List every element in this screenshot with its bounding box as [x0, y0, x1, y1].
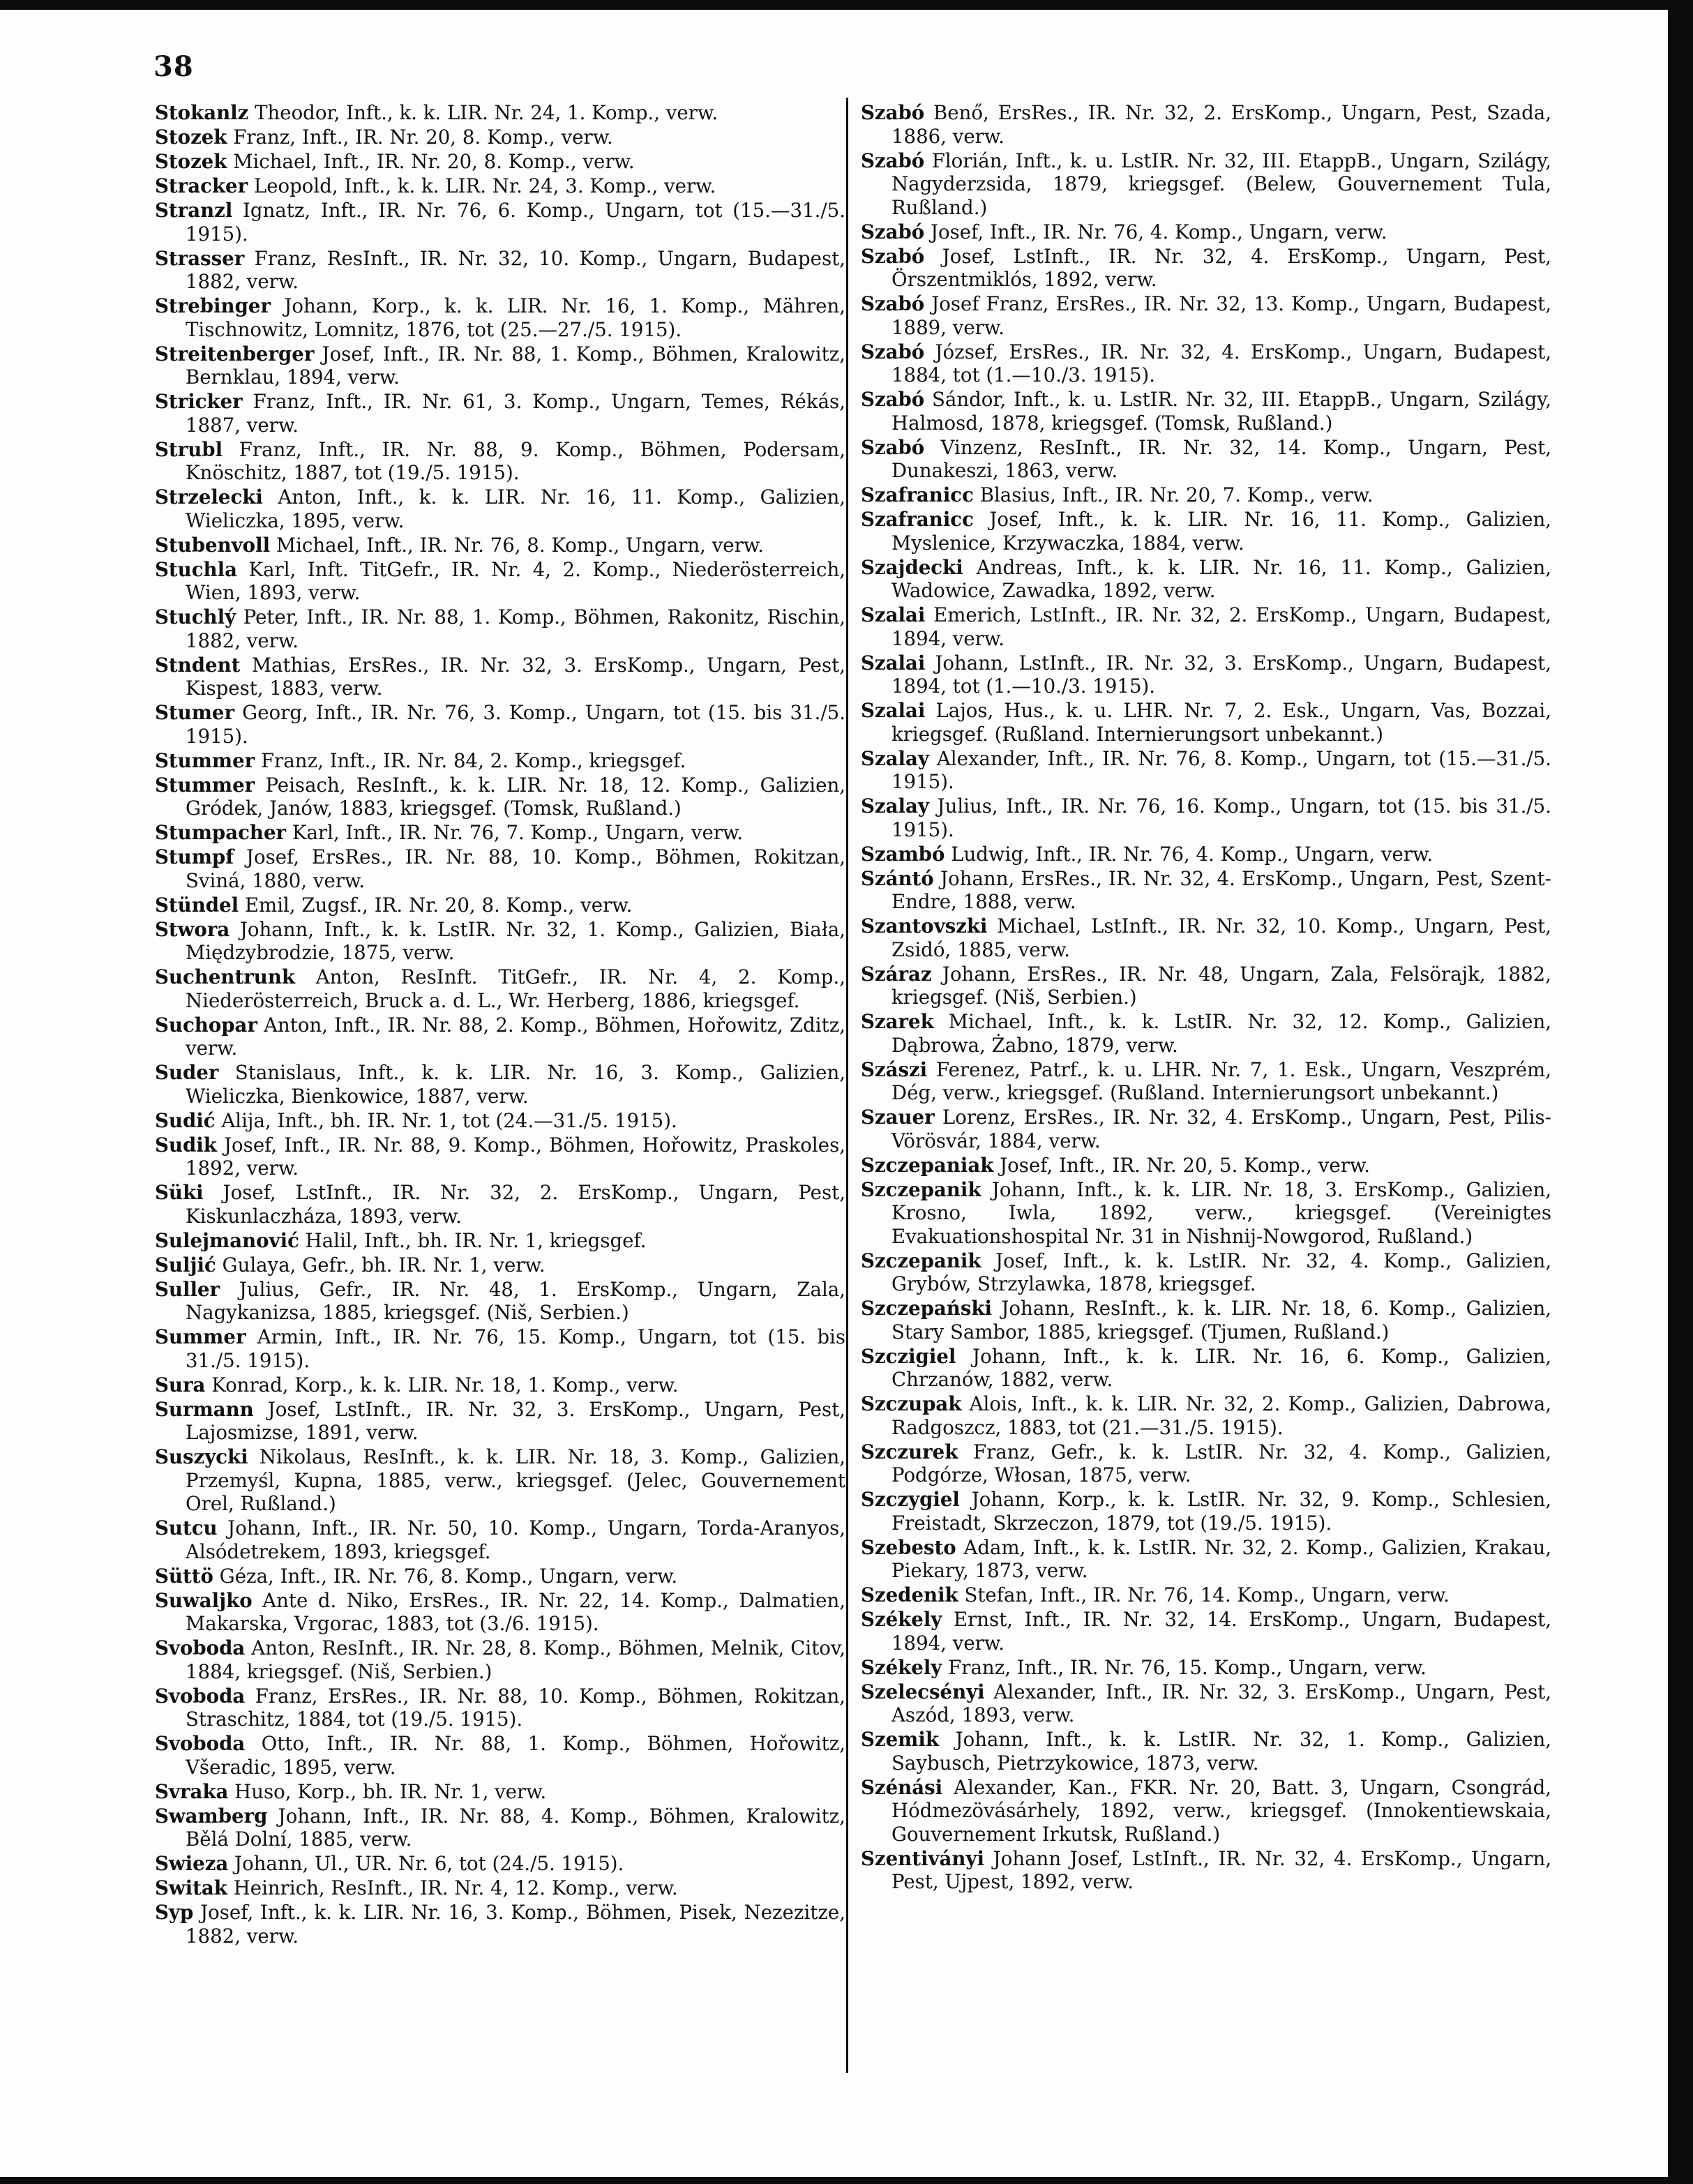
entry-surname: Szalay — [861, 794, 929, 818]
entry-surname: Svraka — [155, 1779, 229, 1803]
entry-surname: Stündel — [155, 893, 239, 917]
entry-details: Josef, ErsRes., IR. Nr. 88, 10. Komp., Böhmen, Rokitzan, Sviná, 1880, verw. — [186, 845, 845, 892]
entry-surname: Süttö — [155, 1564, 213, 1588]
entry-surname: Svoboda — [155, 1636, 246, 1659]
entry-details: Nikolaus, ResInft., k. k. LIR. Nr. 18, 3. Komp., Galizien, Przemyśl, Kupna, 1885, verw., kriegsgef. (Jelec, Gouvernement Orel, Rußland.) — [186, 1445, 845, 1515]
list-entry — [861, 699, 1551, 746]
entry-surname: Suljić — [155, 1253, 216, 1276]
entry-details: Johann, Inft., k. k. LstIR. Nr. 32, 1. Komp., Galizien, Saybusch, Pietrzykowice, 1873, verw. — [891, 1728, 1551, 1775]
entry-details: Stanislaus, Inft., k. k. LIR. Nr. 16, 3. Komp., Galizien, Wieliczka, Bienkowice, 1887, verw. — [186, 1061, 845, 1108]
list-entry — [861, 556, 1551, 603]
entry-surname: Suchentrunk — [155, 965, 295, 988]
list-entry — [861, 292, 1551, 339]
entry-surname: Stuchlý — [155, 605, 236, 628]
list-entry — [155, 174, 845, 198]
entry-details: Alexander, Inft., IR. Nr. 76, 8. Komp., Ungarn, tot (15.—31./5. 1915). — [891, 746, 1551, 793]
entry-surname: Székely — [861, 1655, 942, 1679]
entry-details: Julius, Gefr., IR. Nr. 48, 1. ErsKomp., Ungarn, Zala, Nagykanizsa, 1885, kriegsgef. (Niš, Serbien.) — [186, 1277, 845, 1324]
entry-details: Johann Josef, LstInft., IR. Nr. 32, 4. ErsKomp., Ungarn, Pest, Ujpest, 1892, verw. — [891, 1846, 1551, 1893]
list-entry — [155, 1181, 845, 1228]
entry-surname: Szalai — [861, 603, 926, 626]
list-entry — [155, 247, 845, 294]
entry-surname: Szabó — [861, 101, 925, 124]
list-entry — [861, 1536, 1551, 1583]
entry-details: Michael, LstInft., IR. Nr. 32, 10. Komp., Ungarn, Pest, Zsidó, 1885, verw. — [891, 914, 1551, 961]
list-entry — [861, 388, 1551, 435]
list-entry — [861, 1440, 1551, 1487]
entry-details: Mathias, ErsRes., IR. Nr. 32, 3. ErsKomp., Ungarn, Pest, Kispest, 1883, verw. — [186, 653, 845, 700]
list-entry — [861, 747, 1551, 794]
list-entry — [155, 749, 845, 773]
entry-surname: Szalai — [861, 651, 926, 675]
list-entry — [155, 918, 845, 965]
entry-details: Josef, Inft., k. k. LIR. Nr. 16, 3. Komp., Böhmen, Pisek, Nezezitze, 1882, verw. — [186, 1901, 845, 1948]
list-entry — [155, 342, 845, 389]
list-entry — [155, 1589, 845, 1636]
entry-details: Franz, Inft., IR. Nr. 76, 15. Komp., Ungarn, verw. — [942, 1655, 1427, 1679]
entry-surname: Szabó — [861, 340, 925, 363]
list-entry — [861, 1058, 1551, 1105]
entry-surname: Svoboda — [155, 1732, 246, 1755]
entry-surname: Summer — [155, 1325, 246, 1348]
entry-details: Anton, ResInft. TitGefr., IR. Nr. 4, 2. Komp., Niederösterreich, Bruck a. d. L., Wr. Herberg, 1886, kriegsgef. — [186, 965, 845, 1012]
entry-details: Franz, Gefr., k. k. LstIR. Nr. 32, 4. Komp., Galizien, Podgórze, Włosan, 1875, verw. — [891, 1440, 1551, 1486]
list-entry — [155, 1780, 845, 1804]
list-entry — [861, 1345, 1551, 1392]
list-entry — [155, 1732, 845, 1779]
list-entry — [155, 965, 845, 1012]
list-entry — [861, 1776, 1551, 1846]
entry-details: Johann, Inft., k. k. LstIR. Nr. 32, 1. Komp., Galizien, Biała, Międzybrodzie, 1875, verw. — [186, 917, 845, 964]
entry-details: Huso, Korp., bh. IR. Nr. 1, verw. — [228, 1779, 547, 1803]
list-entry — [155, 438, 845, 485]
list-entry — [861, 1583, 1551, 1607]
list-entry — [861, 1847, 1551, 1894]
entry-details: Michael, Inft., k. k. LstIR. Nr. 32, 12. Komp., Galizien, Dąbrowa, Żabno, 1879, verw. — [891, 1010, 1551, 1057]
entry-surname: Szabó — [861, 435, 925, 459]
entry-details: Johann, Korp., k. k. LIR. Nr. 16, 1. Komp., Mähren, Tischnowitz, Lomnitz, 1876, tot (25.—27./5. 1915). — [186, 294, 845, 341]
entry-surname: Suwaljko — [155, 1588, 253, 1612]
list-entry — [155, 1685, 845, 1731]
list-entry — [861, 483, 1551, 507]
entry-details: Andreas, Inft., k. k. LIR. Nr. 16, 11. Komp., Galizien, Wadowice, Zawadka, 1892, verw. — [891, 555, 1551, 602]
entry-details: Johann, ErsRes., IR. Nr. 48, Ungarn, Zala, Felsörajk, 1882, kriegsgef. (Niš, Serbien.) — [891, 962, 1551, 1009]
list-entry — [155, 845, 845, 892]
scan-border-bottom — [0, 2177, 1693, 2184]
list-entry — [861, 436, 1551, 483]
entry-details: Josef, LstInft., IR. Nr. 32, 2. ErsKomp., Ungarn, Pest, Kiskunlaczháza, 1893, verw. — [186, 1181, 845, 1228]
left-column — [155, 101, 845, 1949]
list-entry — [155, 534, 845, 557]
list-entry — [861, 843, 1551, 866]
entry-surname: Stranzl — [155, 199, 233, 222]
entry-details: Benő, ErsRes., IR. Nr. 32, 2. ErsKomp., Ungarn, Pest, Szada, 1886, verw. — [891, 101, 1551, 148]
list-entry — [861, 867, 1551, 914]
list-entry — [155, 150, 845, 174]
entry-details: Johann, Inft., IR. Nr. 50, 10. Komp., Ungarn, Torda-Aranyos, Alsódetrekem, 1893, kriegsgef. — [186, 1516, 845, 1563]
entry-surname: Surmann — [155, 1397, 254, 1421]
entry-surname: Szczepański — [861, 1297, 992, 1320]
list-entry — [861, 1488, 1551, 1535]
entry-details: Johann, Korp., k. k. LstIR. Nr. 32, 9. Komp., Schlesien, Freistadt, Skrzeczon, 1879, tot (19./5. 1915). — [891, 1488, 1551, 1535]
list-entry — [155, 1061, 845, 1108]
list-entry — [155, 1109, 845, 1133]
entry-surname: Stwora — [155, 917, 230, 941]
entry-surname: Suder — [155, 1061, 219, 1084]
entry-surname: Stummer — [155, 748, 255, 772]
column-divider — [846, 98, 848, 2073]
list-entry — [155, 1516, 845, 1563]
entry-details: Franz, Inft., IR. Nr. 84, 2. Komp., kriegsgef. — [255, 748, 686, 772]
entry-details: Anton, Inft., IR. Nr. 88, 2. Komp., Böhmen, Hořowitz, Zditz, verw. — [186, 1013, 845, 1060]
list-entry — [155, 1325, 845, 1372]
list-entry — [861, 1154, 1551, 1177]
list-entry — [861, 1010, 1551, 1057]
entry-details: Josef, Inft., IR. Nr. 20, 5. Komp., verw. — [993, 1153, 1371, 1177]
entry-surname: Svoboda — [155, 1684, 246, 1708]
entry-surname: Szczepaniak — [861, 1153, 994, 1177]
list-entry — [861, 220, 1551, 244]
entry-details: Alexander, Kan., FKR. Nr. 20, Batt. 3, Ungarn, Csongrád, Hódmezövásárhely, 1892, verw., kriegsgef. (Innokentiewskaia, Gouvernement Irkutsk, Rußland.) — [891, 1775, 1551, 1846]
list-entry — [861, 340, 1551, 387]
list-entry — [861, 652, 1551, 698]
entry-surname: Strebinger — [155, 294, 271, 317]
list-entry — [861, 794, 1551, 841]
list-entry — [155, 1876, 845, 1900]
entry-details: Franz, Inft., IR. Nr. 61, 3. Komp., Ungarn, Temes, Rékás, 1887, verw. — [186, 390, 845, 437]
entry-details: Heinrich, ResInft., IR. Nr. 4, 12. Komp., verw. — [227, 1876, 678, 1899]
entry-details: Johann, ErsRes., IR. Nr. 32, 4. ErsKomp., Ungarn, Pest, Szent-Endre, 1888, verw. — [891, 866, 1551, 913]
list-entry — [155, 654, 845, 700]
entry-details: Adam, Inft., k. k. LstIR. Nr. 32, 2. Komp., Galizien, Krakau, Piekary, 1873, verw. — [891, 1535, 1551, 1582]
entry-surname: Szebesto — [861, 1535, 956, 1559]
entry-surname: Strzelecki — [155, 485, 263, 509]
entry-surname: Szczigiel — [861, 1344, 956, 1368]
entry-details: Ernst, Inft., IR. Nr. 32, 14. ErsKomp., Ungarn, Budapest, 1894, verw. — [891, 1608, 1551, 1655]
list-entry — [861, 1656, 1551, 1680]
entry-surname: Szczygiel — [861, 1488, 960, 1511]
entry-surname: Suller — [155, 1277, 220, 1301]
entry-surname: Szalay — [861, 746, 929, 770]
entry-surname: Szabó — [861, 292, 925, 315]
entry-details: Alexander, Inft., IR. Nr. 32, 3. ErsKomp., Ungarn, Pest, Aszód, 1893, verw. — [891, 1680, 1551, 1726]
entry-details: Franz, ErsRes., IR. Nr. 88, 10. Komp., Böhmen, Rokitzan, Straschitz, 1884, tot (19./5. 1915). — [186, 1684, 845, 1731]
list-entry — [155, 294, 845, 341]
entry-details: Josef, Inft., IR. Nr. 88, 1. Komp., Böhmen, Kralowitz, Bernklau, 1894, verw. — [186, 342, 845, 389]
entry-details: Alois, Inft., k. k. LIR. Nr. 32, 2. Komp., Galizien, Dabrowa, Radgoszcz, 1883, tot (21.—31./5. 1915). — [891, 1392, 1551, 1439]
list-entry — [861, 508, 1551, 555]
entry-surname: Szajdecki — [861, 555, 963, 579]
list-entry — [861, 1297, 1551, 1343]
entry-surname: Stubenvoll — [155, 533, 271, 557]
scan-border-top — [0, 0, 1693, 10]
list-entry — [861, 1608, 1551, 1655]
entry-details: Lajos, Hus., k. u. LHR. Nr. 7, 2. Esk., Ungarn, Vas, Bozzai, kriegsgef. (Rußland. Internierungsort unbekannt.) — [891, 699, 1551, 746]
entry-details: Géza, Inft., IR. Nr. 76, 8. Komp., Ungarn, verw. — [213, 1564, 678, 1588]
entry-details: Josef, Inft., IR. Nr. 88, 9. Komp., Böhmen, Hořowitz, Praskoles, 1892, verw. — [186, 1133, 845, 1180]
entry-details: Franz, Inft., IR. Nr. 20, 8. Komp., verw. — [227, 126, 613, 149]
entry-surname: Süki — [155, 1181, 204, 1204]
entry-surname: Szczepanik — [861, 1177, 981, 1201]
entry-surname: Szczupak — [861, 1392, 962, 1415]
list-entry — [861, 914, 1551, 961]
entry-surname: Száraz — [861, 962, 932, 986]
entry-details: Gulaya, Gefr., bh. IR. Nr. 1, verw. — [216, 1253, 545, 1276]
entry-surname: Szambó — [861, 842, 945, 866]
list-entry — [155, 1229, 845, 1253]
list-entry — [155, 1253, 845, 1277]
entry-surname: Szczepanik — [861, 1249, 981, 1272]
entry-details: Leopold, Inft., k. k. LIR. Nr. 24, 3. Komp., verw. — [248, 174, 716, 197]
entry-surname: Szelecsényi — [861, 1680, 985, 1703]
entry-surname: Switak — [155, 1876, 227, 1899]
entry-details: Josef, Inft., k. k. LstIR. Nr. 32, 4. Komp., Galizien, Grybów, Strzylawka, 1878, kriegsgef. — [891, 1249, 1551, 1295]
entry-details: Vinzenz, ResInft., IR. Nr. 32, 14. Komp., Ungarn, Pest, Dunakeszi, 1863, verw. — [891, 435, 1551, 482]
right-column — [861, 101, 1551, 1895]
entry-details: Josef, LstInft., IR. Nr. 32, 3. ErsKomp., Ungarn, Pest, Lajosmizse, 1891, verw. — [186, 1397, 845, 1444]
entry-surname: Szemik — [861, 1728, 939, 1751]
entry-surname: Szabó — [861, 388, 925, 411]
list-entry — [155, 199, 845, 246]
list-entry — [155, 1636, 845, 1683]
entry-details: Emil, Zugsf., IR. Nr. 20, 8. Komp., verw. — [239, 893, 633, 917]
list-entry — [155, 821, 845, 845]
list-entry — [155, 1852, 845, 1876]
entry-surname: Szénási — [861, 1775, 943, 1799]
entry-surname: Szarek — [861, 1010, 934, 1033]
entry-details: Peisach, ResInft., k. k. LIR. Nr. 18, 12. Komp., Galizien, Gródek, Janów, 1883, kriegsgef. (Tomsk, Rußland.) — [186, 773, 845, 820]
entry-details: Michael, Inft., IR. Nr. 20, 8. Komp., verw. — [227, 150, 635, 173]
list-entry — [155, 1805, 845, 1851]
entry-surname: Streitenberger — [155, 342, 315, 366]
entry-details: Theodor, Inft., k. k. LIR. Nr. 24, 1. Komp., verw. — [248, 101, 718, 124]
entry-details: Josef, Inft., k. k. LIR. Nr. 16, 11. Komp., Galizien, Myslenice, Krzywaczka, 1884, verw. — [891, 508, 1551, 555]
entry-details: Johann, LstInft., IR. Nr. 32, 3. ErsKomp., Ungarn, Budapest, 1894, tot (1.—10./3. 1915). — [891, 651, 1551, 698]
entry-surname: Szafranicc — [861, 483, 974, 506]
entry-surname: Szafranicc — [861, 508, 974, 531]
entry-details: Josef, LstInft., IR. Nr. 32, 4. ErsKomp., Ungarn, Pest, Örszentmiklós, 1892, verw. — [891, 244, 1551, 291]
entry-surname: Szabó — [861, 149, 925, 172]
entry-surname: Stumpacher — [155, 821, 287, 844]
list-entry — [155, 1373, 845, 1397]
list-entry — [155, 894, 845, 917]
entry-details: Johann, Inft., k. k. LIR. Nr. 18, 3. ErsKomp., Galizien, Krosno, Iwla, 1892, verw., kriegsgef. (Vereinigtes Evakuationshospital Nr. 31 in Nishnij-Nowgorod, Rußland.) — [891, 1177, 1551, 1248]
entry-details: Florián, Inft., k. u. LstIR. Nr. 32, III. EtappB., Ungarn, Szilágy, Nagyderzsida, 1879, kriegsgef. (Belew, Gouvernement Tula, Rußland.) — [891, 149, 1551, 219]
entry-details: Stefan, Inft., IR. Nr. 76, 14. Komp., Ungarn, verw. — [958, 1583, 1450, 1606]
list-entry — [155, 1565, 845, 1588]
entry-details: Halil, Inft., bh. IR. Nr. 1, kriegsgef. — [299, 1228, 647, 1252]
list-entry — [861, 101, 1551, 148]
entry-details: Peter, Inft., IR. Nr. 88, 1. Komp., Böhmen, Rakonitz, Rischin, 1882, verw. — [186, 605, 845, 652]
entry-details: Johann, Inft., IR. Nr. 88, 4. Komp., Böhmen, Kralowitz, Bělá Dolní, 1885, verw. — [186, 1804, 845, 1851]
entry-surname: Szantovszki — [861, 914, 988, 937]
entry-surname: Szedenik — [861, 1583, 958, 1606]
entry-surname: Szalai — [861, 699, 926, 722]
entry-surname: Sutcu — [155, 1516, 218, 1539]
entry-surname: Stumpf — [155, 845, 234, 868]
entry-surname: Székely — [861, 1608, 942, 1631]
entry-details: Ferenez, Patrf., k. u. LHR. Nr. 7, 1. Esk., Ungarn, Veszprém, Dég, verw., kriegsgef. (Rußland. Internierungsort unbekannt.) — [891, 1057, 1551, 1104]
entry-surname: Stozek — [155, 126, 227, 149]
entry-details: Karl, Inft., IR. Nr. 76, 7. Komp., Ungarn, verw. — [286, 821, 744, 844]
entry-surname: Sura — [155, 1373, 206, 1396]
entry-details: Julius, Inft., IR. Nr. 76, 16. Komp., Ungarn, tot (15. bis 31./5. 1915). — [891, 794, 1551, 841]
list-entry — [155, 390, 845, 437]
entry-surname: Strubl — [155, 437, 223, 461]
entry-details: Michael, Inft., IR. Nr. 76, 8. Komp., Ungarn, verw. — [270, 533, 764, 557]
list-entry — [155, 1134, 845, 1180]
entry-surname: Stozek — [155, 150, 227, 173]
entry-surname: Suszycki — [155, 1445, 248, 1468]
entry-surname: Stuchla — [155, 557, 237, 581]
list-entry — [861, 1680, 1551, 1727]
list-entry — [155, 1398, 845, 1445]
entry-details: Josef Franz, ErsRes., IR. Nr. 32, 13. Komp., Ungarn, Budapest, 1889, verw. — [891, 292, 1551, 339]
entry-details: Blasius, Inft., IR. Nr. 20, 7. Komp., verw. — [973, 483, 1374, 506]
entry-surname: Szabó — [861, 220, 925, 243]
list-entry — [155, 1014, 845, 1060]
list-entry — [861, 603, 1551, 650]
entry-details: Otto, Inft., IR. Nr. 88, 1. Komp., Böhmen, Hořowitz, Všeradic, 1895, verw. — [186, 1732, 845, 1779]
list-entry — [861, 1106, 1551, 1152]
entry-surname: Stokanlz — [155, 101, 249, 124]
list-entry — [155, 605, 845, 652]
entry-surname: Swieza — [155, 1852, 229, 1875]
entry-details: Lorenz, ErsRes., IR. Nr. 32, 4. ErsKomp., Ungarn, Pest, Pilis-Vörösvár, 1884, verw. — [891, 1106, 1551, 1152]
scan-border-right — [1668, 0, 1693, 2184]
entry-details: Anton, ResInft., IR. Nr. 28, 8. Komp., Böhmen, Melnik, Citov, 1884, kriegsgef. (Niš, Serbien.) — [186, 1636, 845, 1683]
entry-details: Alija, Inft., bh. IR. Nr. 1, tot (24.—31./5. 1915). — [215, 1108, 677, 1132]
entry-details: József, ErsRes., IR. Nr. 32, 4. ErsKomp., Ungarn, Budapest, 1884, tot (1.—10./3. 1915). — [891, 340, 1551, 386]
entry-details: Anton, Inft., k. k. LIR. Nr. 16, 11. Komp., Galizien, Wieliczka, 1895, verw. — [186, 485, 845, 532]
entry-surname: Sulejmanović — [155, 1228, 299, 1252]
entry-surname: Stracker — [155, 174, 248, 197]
list-entry — [861, 1178, 1551, 1249]
list-entry — [155, 558, 845, 605]
entry-details: Franz, ResInft., IR. Nr. 32, 10. Komp., Ungarn, Budapest, 1882, verw. — [186, 246, 845, 293]
entry-details: Sándor, Inft., k. u. LstIR. Nr. 32, III. EtappB., Ungarn, Szilágy, Halmosd, 1878, kriegsgef. (Tomsk, Rußland.) — [891, 388, 1551, 435]
list-entry — [861, 245, 1551, 292]
entry-details: Georg, Inft., IR. Nr. 76, 3. Komp., Ungarn, tot (15. bis 31./5. 1915). — [186, 701, 845, 748]
list-entry — [155, 1278, 845, 1325]
entry-details: Emerich, LstInft., IR. Nr. 32, 2. ErsKomp., Ungarn, Budapest, 1894, verw. — [891, 603, 1551, 650]
entry-details: Armin, Inft., IR. Nr. 76, 15. Komp., Ungarn, tot (15. bis 31./5. 1915). — [186, 1325, 845, 1372]
entry-surname: Strasser — [155, 246, 245, 270]
entry-details: Josef, Inft., IR. Nr. 76, 4. Komp., Ungarn, verw. — [924, 220, 1387, 243]
list-entry — [155, 1901, 845, 1948]
entry-details: Johann, Inft., k. k. LIR. Nr. 16, 6. Komp., Galizien, Chrzanów, 1882, verw. — [891, 1344, 1551, 1391]
list-entry — [861, 1392, 1551, 1439]
entry-surname: Syp — [155, 1901, 194, 1924]
entry-surname: Stricker — [155, 390, 243, 413]
list-entry — [861, 1728, 1551, 1775]
entry-surname: Szántó — [861, 866, 934, 890]
list-entry — [861, 963, 1551, 1009]
list-entry — [155, 485, 845, 532]
list-entry — [155, 774, 845, 820]
entry-details: Franz, Inft., IR. Nr. 88, 9. Komp., Böhmen, Podersam, Knöschitz, 1887, tot (19./5. 1915). — [186, 437, 845, 484]
entry-details: Konrad, Korp., k. k. LIR. Nr. 18, 1. Komp., verw. — [205, 1373, 679, 1396]
entry-surname: Swamberg — [155, 1804, 268, 1828]
list-entry — [155, 701, 845, 748]
list-entry — [155, 101, 845, 125]
entry-surname: Stummer — [155, 773, 255, 797]
entry-details: Johann, Ul., UR. Nr. 6, tot (24./5. 1915). — [228, 1852, 624, 1875]
entry-surname: Szczurek — [861, 1440, 958, 1463]
entry-surname: Sudić — [155, 1108, 216, 1132]
entry-details: Karl, Inft. TitGefr., IR. Nr. 4, 2. Komp., Niederösterreich, Wien, 1893, verw. — [186, 557, 845, 604]
entry-surname: Stndent — [155, 653, 241, 677]
entry-details: Ignatz, Inft., IR. Nr. 76, 6. Komp., Ungarn, tot (15.—31./5. 1915). — [186, 199, 845, 246]
entry-surname: Sudik — [155, 1133, 217, 1157]
list-entry — [861, 149, 1551, 220]
entry-details: Johann, ResInft., k. k. LIR. Nr. 18, 6. Komp., Galizien, Stary Sambor, 1885, kriegsgef. (Tjumen, Rußland.) — [891, 1297, 1551, 1343]
list-entry — [861, 1249, 1551, 1296]
list-entry — [155, 126, 845, 149]
entry-details: Ante d. Niko, ErsRes., IR. Nr. 22, 14. Komp., Dalmatien, Makarska, Vrgorac, 1883, tot (3./6. 1915). — [186, 1588, 845, 1635]
entry-details: Ludwig, Inft., IR. Nr. 76, 4. Komp., Ungarn, verw. — [945, 842, 1434, 866]
entry-surname: Suchopar — [155, 1013, 257, 1037]
entry-surname: Szauer — [861, 1106, 935, 1129]
entry-surname: Szentiványi — [861, 1846, 984, 1870]
entry-surname: Stumer — [155, 701, 235, 724]
list-entry — [155, 1445, 845, 1516]
entry-surname: Szabó — [861, 244, 925, 268]
entry-surname: Szászi — [861, 1057, 928, 1081]
page-number: 38 — [153, 50, 194, 83]
